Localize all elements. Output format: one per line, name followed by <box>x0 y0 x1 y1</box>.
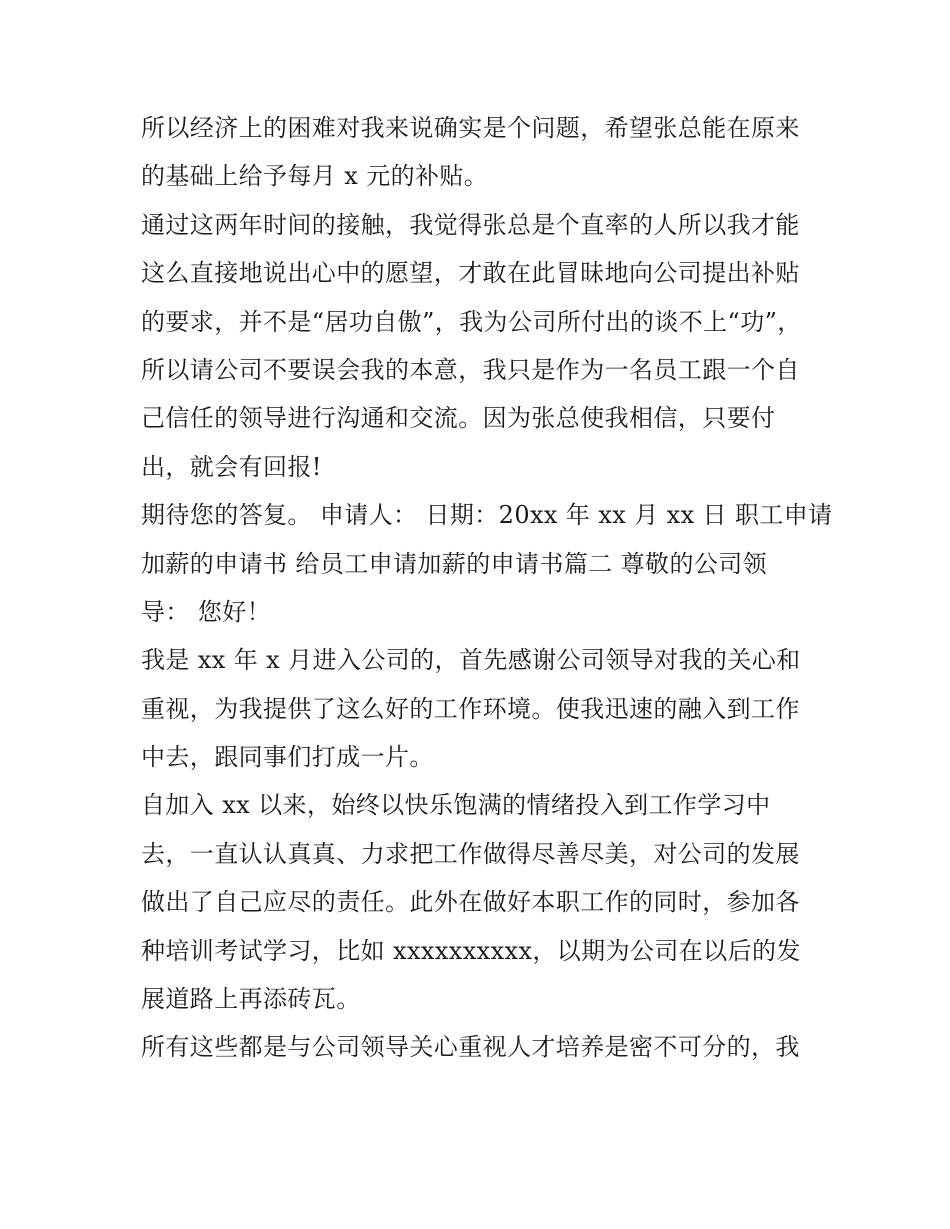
text-line: 所以经济上的困难对我来说确实是个问题，希望张总能在原来 <box>141 114 800 142</box>
text-line: 种培训考试学习，比如 xxxxxxxxxx，以期为公司在以后的发 <box>141 936 801 965</box>
text-line: 的基础上给予每月 x 元的补贴。 <box>141 162 489 191</box>
text-line: 出，就会有回报! <box>141 452 322 481</box>
text-line: 所有这些都是与公司领导关心重视人才培养是密不可分的，我 <box>141 1033 800 1062</box>
text-line: 做出了自己应尽的责任。此外在做好本职工作的同时，参加各 <box>141 888 800 917</box>
text-line: 自加入 xx 以来，始终以快乐饱满的情绪投入到工作学习中 <box>141 791 771 820</box>
document-body <box>141 104 833 1072</box>
text-line: 这么直接地说出心中的愿望，才敢在此冒昧地向公司提出补贴 <box>141 259 800 288</box>
text-line: 己信任的领导进行沟通和交流。因为张总使我相信，只要付 <box>141 404 776 433</box>
text-line: 导： 您好！ <box>141 597 272 626</box>
text-line: 的要求，并不是“居功自傲”，我为公司所付出的谈不上“功”， <box>141 307 802 336</box>
text-line: 中去，跟同事们打成一片。 <box>141 743 434 772</box>
text-line: 所以请公司不要误会我的本意，我只是作为一名员工跟一个自 <box>141 355 800 384</box>
text-line: 去，一直认认真真、力求把工作做得尽善尽美，对公司的发展 <box>141 839 800 868</box>
text-line: 展道路上再添砖瓦。 <box>141 985 361 1014</box>
text-line: 通过这两年时间的接触，我觉得张总是个直率的人所以我才能 <box>141 210 800 239</box>
text-line: 期待您的答复。 申请人： 日期：20xx 年 xx 月 xx 日 职工申请 <box>141 501 833 530</box>
text-line: 重视，为我提供了这么好的工作环境。使我迅速的融入到工作 <box>141 694 800 723</box>
text-line: 加薪的申请书 给员工申请加薪的申请书篇二 尊敬的公司领 <box>141 549 768 578</box>
text-line: 我是 xx 年 x 月进入公司的，首先感谢公司领导对我的关心和 <box>141 646 801 675</box>
